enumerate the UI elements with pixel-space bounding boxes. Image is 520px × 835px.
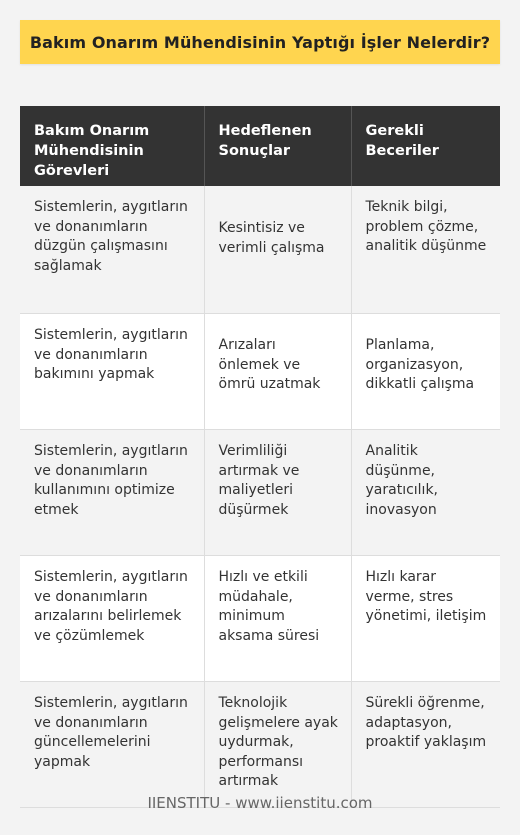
table-cell-task: Sistemlerin, aygıtların ve donanımların güncellemelerini yapmak <box>20 682 204 808</box>
header-cell-tasks: Bakım Onarım Mühendisinin Görevleri <box>20 106 204 186</box>
footer-credit: IIENSTITU - www.iienstitu.com <box>147 794 373 812</box>
table-header-row <box>20 106 500 186</box>
table-cell-task: Sistemlerin, aygıtların ve donanımların arızalarını belirlemek ve çözümlemek <box>20 556 204 682</box>
table-row <box>20 430 500 556</box>
info-table <box>20 106 500 808</box>
table-cell-result: Teknolojik gelişmelere ayak uydurmak, performansı artırmak <box>204 682 351 808</box>
table-cell-skill: Sürekli öğrenme, adaptasyon, proaktif yaklaşım <box>351 682 500 808</box>
table-cell-skill: Analitik düşünme, yaratıcılık, inovasyon <box>351 430 500 556</box>
table-cell-skill: Hızlı karar verme, stres yönetimi, iletişim <box>351 556 500 682</box>
table-row <box>20 314 500 430</box>
table-cell-result: Verimliliği artırmak ve maliyetleri düşürmek <box>204 430 351 556</box>
header-cell-results: Hedeflenen Sonuçlar <box>204 106 351 186</box>
table-row <box>20 186 500 314</box>
table-cell-skill: Planlama, organizasyon, dikkatli çalışma <box>351 314 500 430</box>
table-cell-result: Arızaları önlemek ve ömrü uzatmak <box>204 314 351 430</box>
table-cell-result: Hızlı ve etkili müdahale, minimum aksama süresi <box>204 556 351 682</box>
title-banner <box>20 20 500 64</box>
table-cell-skill: Teknik bilgi, problem çözme, analitik düşünme <box>351 186 500 314</box>
table-row <box>20 556 500 682</box>
table-cell-task: Sistemlerin, aygıtların ve donanımların kullanımını optimize etmek <box>20 430 204 556</box>
header-cell-skills: Gerekli Beceriler <box>351 106 500 186</box>
page-title: Bakım Onarım Mühendisinin Yaptığı İşler Nelerdir? <box>29 32 491 52</box>
table-row <box>20 682 500 808</box>
table-cell-result: Kesintisiz ve verimli çalışma <box>204 186 351 314</box>
table-cell-task: Sistemlerin, aygıtların ve donanımların düzgün çalışmasını sağlamak <box>20 186 204 314</box>
table-cell-task: Sistemlerin, aygıtların ve donanımların bakımını yapmak <box>20 314 204 430</box>
